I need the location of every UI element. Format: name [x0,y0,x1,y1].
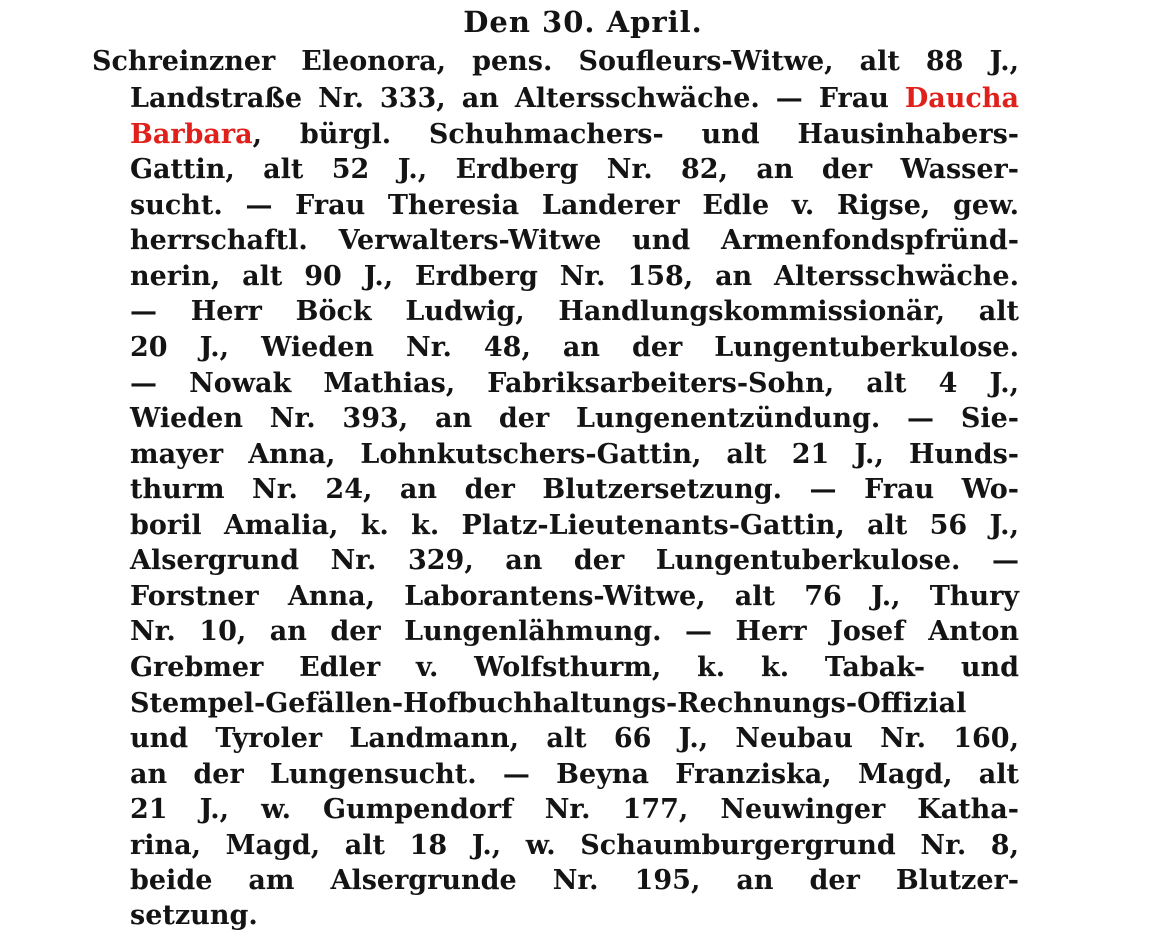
text-line-14: boril Amalia, k. k. Platz-Lieutenants-Gattin, alt 56 J., [130,510,1019,541]
text-line-9: 20 J., Wieden Nr. 48, an der Lungentuberkulose. [130,332,1019,363]
text-line-1: Schreinzner Eleonora, pens. Soufleurs-Witwe, alt 88 J., [92,46,1019,77]
text-line-17: Nr. 10, an der Lungenlähmung. — Herr Josef Anton [130,616,1019,647]
text-line-19: Stempel-Gefällen-Hofbuchhaltungs-Rechnungs-Offizial [130,688,967,719]
text-line-24: beide am Alsergrunde Nr. 195, an der Blutzer- [130,865,1019,896]
text-line-25: setzung. [130,900,258,931]
highlighted-name: Daucha [904,83,1019,114]
text-line-21: an der Lungensucht. — Beyna Franziska, Magd, alt [130,759,1019,790]
text-line-6: herrschaftl. Verwalters-Witwe und Armenfondspfründ- [130,225,1019,256]
text-line-13: thurm Nr. 24, an der Blutzersetzung. — Frau Wo- [130,474,1019,505]
date-heading: Den 30. April. [463,5,703,39]
text-line-22: 21 J., w. Gumpendorf Nr. 177, Neuwinger Katha- [130,794,1019,825]
text-line-3: Barbara, bürgl. Schuhmachers- und Hausinhabers- [130,119,1019,150]
text-line-10: — Nowak Mathias, Fabriksarbeiters-Sohn, alt 4 J., [130,368,1019,399]
text-line-16: Forstner Anna, Laborantens-Witwe, alt 76 J., Thury [130,581,1019,612]
text-line-20: und Tyroler Landmann, alt 66 J., Neubau Nr. 160, [130,723,1019,754]
text-line-12: mayer Anna, Lohnkutschers-Gattin, alt 21 J., Hunds- [130,439,1019,470]
text-line-8: — Herr Böck Ludwig, Handlungskommissionär, alt [130,296,1019,327]
text-line-18: Grebmer Edler v. Wolfsthurm, k. k. Tabak- und [130,652,1019,683]
text-line-4: Gattin, alt 52 J., Erdberg Nr. 82, an der Wasser- [130,154,1019,185]
text-line-23: rina, Magd, alt 18 J., w. Schaumburgergrund Nr. 8, [130,830,1019,861]
text-line-7: nerin, alt 90 J., Erdberg Nr. 158, an Altersschwäche. [130,261,1019,292]
text-line-5: sucht. — Frau Theresia Landerer Edle v. Rigse, gew. [130,190,1019,221]
text-line-11: Wieden Nr. 393, an der Lungenentzündung. — Sie- [130,403,1019,434]
text-line-2: Landstraße Nr. 333, an Altersschwäche. — Frau Daucha [130,83,1019,114]
highlighted-name: Barbara [130,119,253,150]
text-line-15: Alsergrund Nr. 329, an der Lungentuberkulose. — [130,545,1019,576]
